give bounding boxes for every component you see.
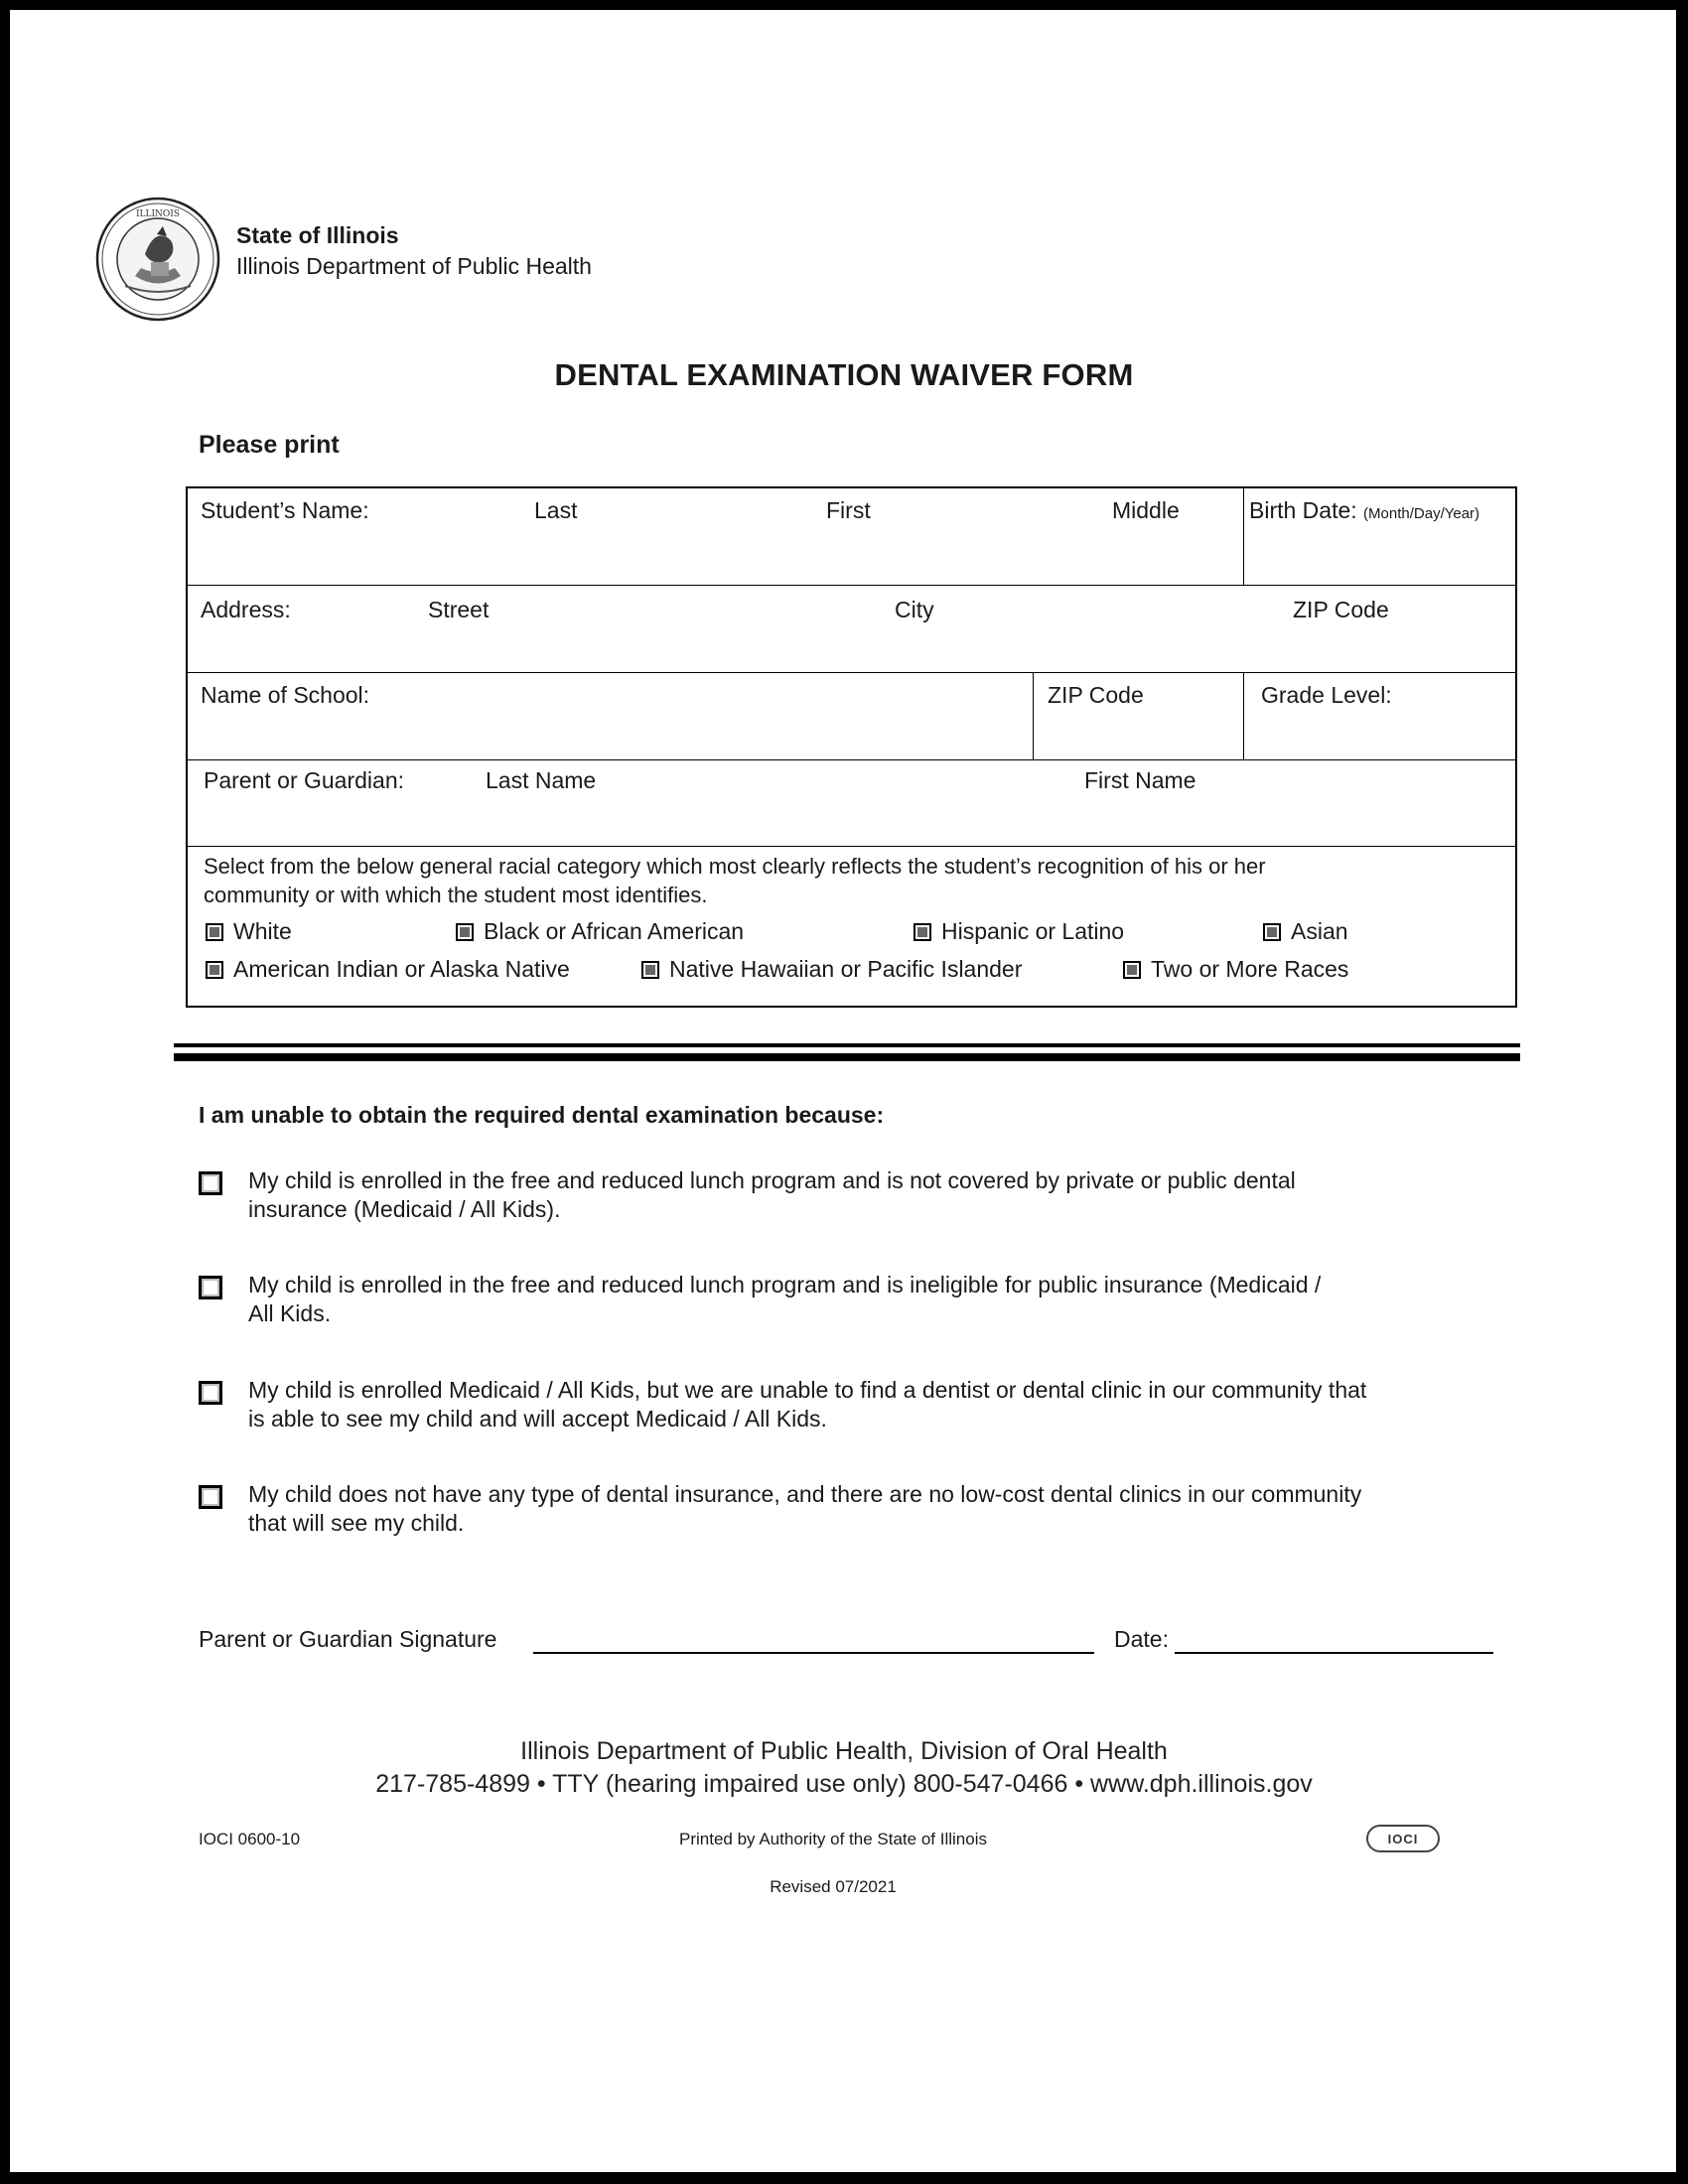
race-prompt-line-1: Select from the below general racial category which most clearly reflects the student’s recognition of his or her — [204, 854, 1266, 879]
instruction-text: Please print — [199, 431, 340, 459]
middle-name-label: Middle — [1112, 497, 1180, 523]
reason-3-text: My child is enrolled Medicaid / All Kids, but we are unable to find a dentist or dental clinic in our community that is able to see my child and will accept Medicaid / All Kids. — [248, 1377, 1367, 1432]
school-name-label: Name of School: — [201, 682, 370, 708]
race-option-asian[interactable]: Asian — [1263, 918, 1348, 945]
footer-contact: 217-785-4899 • TTY (hearing impaired use only) 800-547-0466 • www.dph.illinois.gov — [375, 1770, 1313, 1798]
address-zip-label: ZIP Code — [1293, 597, 1389, 622]
checkbox-icon[interactable] — [1263, 923, 1281, 941]
section-divider-thin — [174, 1043, 1520, 1047]
birth-date-label[interactable] — [1249, 497, 1479, 524]
last-name-label: Last — [534, 497, 578, 523]
reason-1-text: My child is enrolled in the free and reduced lunch program and is not covered by private or public dental insurance (Medicaid / All Kids). — [248, 1167, 1296, 1222]
race-prompt-line-2: community or with which the student most identifies. — [204, 883, 708, 907]
reason-3-checkbox[interactable] — [199, 1381, 222, 1405]
guardian-row[interactable] — [188, 760, 1515, 847]
race-option-american-indian[interactable]: American Indian or Alaska Native — [206, 956, 570, 983]
section-divider-thick — [174, 1053, 1520, 1061]
checkbox-icon[interactable] — [641, 961, 659, 979]
column-divider — [1243, 488, 1244, 585]
svg-text:ILLINOIS: ILLINOIS — [135, 209, 181, 219]
address-row[interactable] — [188, 586, 1515, 673]
race-option-black[interactable]: Black or African American — [456, 918, 744, 945]
reason-4-text: My child does not have any type of dental insurance, and there are no low-cost dental clinics in our community that will see my child. — [248, 1481, 1362, 1536]
footer-division: Illinois Department of Public Health, Division of Oral Health — [520, 1737, 1168, 1765]
race-option-two-or-more[interactable]: Two or More Races — [1123, 956, 1348, 983]
checkbox-icon[interactable] — [206, 961, 223, 979]
checkbox-icon[interactable] — [456, 923, 474, 941]
checkbox-icon[interactable] — [1123, 961, 1141, 979]
reason-2-text: My child is enrolled in the free and reduced lunch program and is ineligible for public insurance (Medicaid / All Kids. — [248, 1272, 1322, 1326]
birth-date-format: (Month/Day/Year) — [1363, 505, 1480, 522]
form-id: IOCI 0600-10 — [199, 1830, 301, 1848]
ioci-logo-icon: IOCI — [1366, 1825, 1440, 1852]
first-name-label: First — [826, 497, 871, 523]
checkbox-icon[interactable] — [206, 923, 223, 941]
reason-2-checkbox[interactable] — [199, 1276, 222, 1299]
department-name: Illinois Department of Public Health — [236, 253, 592, 279]
reason-4-checkbox[interactable] — [199, 1485, 222, 1509]
grade-level-label: Grade Level: — [1261, 682, 1392, 708]
student-name-row[interactable] — [188, 488, 1515, 586]
agency-block — [236, 220, 592, 282]
state-seal-icon — [95, 197, 220, 322]
guardian-last-name-label: Last Name — [486, 767, 597, 793]
signature-field[interactable] — [533, 1652, 1094, 1654]
date-field[interactable] — [1175, 1652, 1493, 1654]
guardian-first-name-label: First Name — [1084, 767, 1196, 793]
reasons-heading: I am unable to obtain the required dental examination because: — [199, 1102, 885, 1128]
column-divider — [1033, 673, 1034, 759]
race-option-hispanic[interactable]: Hispanic or Latino — [914, 918, 1124, 945]
birth-date-text: Birth Date: — [1249, 497, 1357, 523]
state-name: State of Illinois — [236, 222, 399, 248]
race-option-white[interactable]: White — [206, 918, 292, 945]
reason-1-checkbox[interactable] — [199, 1171, 222, 1195]
race-option-native-hawaiian[interactable]: Native Hawaiian or Pacific Islander — [641, 956, 1022, 983]
revised-date: Revised 07/2021 — [770, 1877, 897, 1896]
student-name-label: Student’s Name: — [201, 497, 369, 523]
checkbox-icon[interactable] — [914, 923, 931, 941]
signature-label: Parent or Guardian Signature — [199, 1626, 497, 1652]
guardian-label: Parent or Guardian: — [204, 767, 405, 793]
date-label: Date: — [1114, 1626, 1169, 1652]
school-row[interactable] — [188, 673, 1515, 760]
race-row — [188, 847, 1515, 1006]
city-label: City — [895, 597, 934, 622]
address-label: Address: — [201, 597, 291, 622]
form-title: DENTAL EXAMINATION WAIVER FORM — [554, 357, 1134, 392]
street-label: Street — [428, 597, 490, 622]
column-divider — [1243, 673, 1244, 759]
school-zip-label: ZIP Code — [1048, 682, 1144, 708]
printed-by: Printed by Authority of the State of Illinois — [679, 1830, 987, 1848]
student-info-table — [186, 486, 1517, 1008]
